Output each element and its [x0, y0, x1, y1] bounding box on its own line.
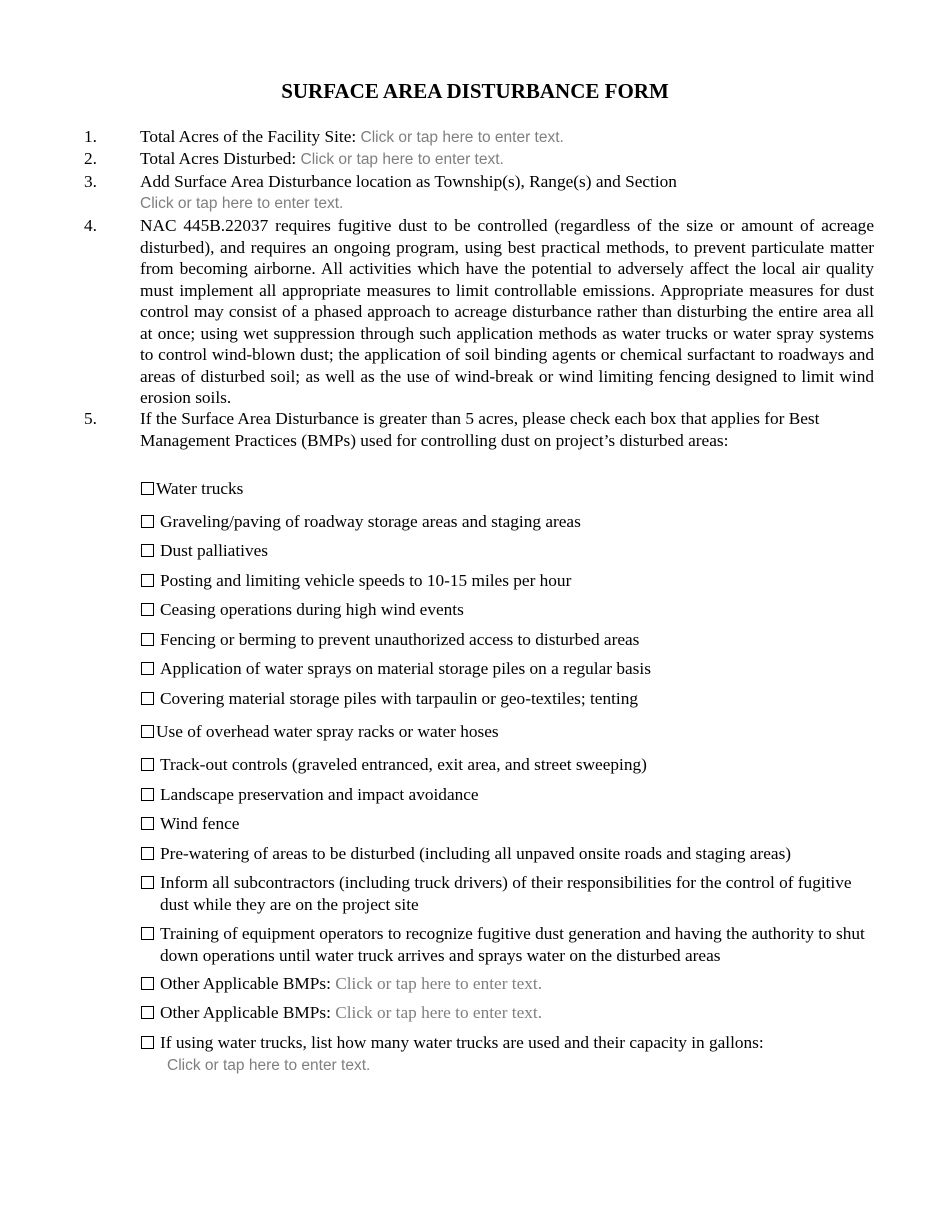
bmp-other-2: Other Applicable BMPs: Click or tap here to enter text.	[141, 1002, 871, 1024]
item-bmp-instructions	[84, 408, 874, 451]
water-truck-count-field[interactable]: Click or tap here to enter text.	[167, 1057, 371, 1074]
acres-disturbed-field[interactable]: Click or tap here to enter text.	[300, 151, 504, 168]
facility-acres-label: Total Acres of the Facility Site:	[140, 127, 361, 146]
bmp-ceasing-operations: Ceasing operations during high wind events	[141, 599, 871, 621]
bmp-pre-watering: Pre-watering of areas to be disturbed (including all unpaved onsite roads and staging areas)	[141, 843, 871, 865]
bmp-water-truck-count: If using water trucks, list how many water trucks are used and their capacity in gallons: Click or tap here to enter text.	[141, 1032, 871, 1077]
item-acres-disturbed	[84, 148, 874, 171]
checkbox[interactable]	[141, 977, 154, 990]
bmp-training-operators: Training of equipment operators to recognize fugitive dust generation and having the authority to shut down operations until water truck arrives and sprays water on the disturbed areas	[141, 923, 871, 967]
item-nac-requirement	[84, 215, 874, 409]
checkbox[interactable]	[141, 725, 154, 738]
item-number: 4.	[84, 216, 97, 235]
bmp-instructions-text: If the Surface Area Disturbance is greater than 5 acres, please check each box that applies for Best Management Practices (BMPs) used for controlling dust on project’s disturbed areas:	[140, 409, 820, 450]
checkbox[interactable]	[141, 847, 154, 860]
bmp-overhead-spray: Use of overhead water spray racks or water hoses	[141, 721, 871, 743]
item-number: 3.	[84, 172, 97, 191]
acres-disturbed-label: Total Acres Disturbed:	[140, 149, 301, 168]
bmp-graveling-paving: Graveling/paving of roadway storage areas and staging areas	[141, 511, 871, 533]
item-facility-acres	[84, 126, 874, 149]
bmp-landscape-preservation: Landscape preservation and impact avoidance	[141, 784, 871, 806]
checkbox[interactable]	[141, 1006, 154, 1019]
checkbox[interactable]	[141, 603, 154, 616]
bmp-track-out: Track-out controls (graveled entranced, exit area, and street sweeping)	[141, 754, 871, 776]
bmp-dust-palliatives: Dust palliatives	[141, 540, 871, 562]
checkbox[interactable]	[141, 515, 154, 528]
checkbox[interactable]	[141, 927, 154, 940]
location-field[interactable]: Click or tap here to enter text.	[140, 194, 344, 212]
other-bmp-2-field[interactable]: Click or tap here to enter text.	[335, 1003, 543, 1022]
checkbox[interactable]	[141, 692, 154, 705]
item-number: 5.	[84, 409, 97, 428]
checkbox[interactable]	[141, 788, 154, 801]
checkbox[interactable]	[141, 758, 154, 771]
checkbox[interactable]	[141, 817, 154, 830]
bmp-covering-piles: Covering material storage piles with tarpaulin or geo-textiles; tenting	[141, 688, 871, 710]
checkbox[interactable]	[141, 482, 154, 495]
bmp-wind-fence: Wind fence	[141, 813, 871, 835]
bmp-water-sprays-piles: Application of water sprays on material storage piles on a regular basis	[141, 658, 871, 680]
bmp-water-trucks: Water trucks	[141, 478, 871, 500]
nac-requirement-text: NAC 445B.22037 requires fugitive dust to be controlled (regardless of the size or amount of acreage disturbed), and requires an ongoing program, using best practical methods, to prevent particulate matter from becoming airborne. All activities which have the potential to adversely affect the local air quality must implement all appropriate measures to limit controllable emissions. Appropriate measures for dust control may consist of a phased approach to acreage disturbance rather than disturbing the entire area all at once; using wet suppression through such application methods as water trucks or water spray systems to control wind-blown dust; the application of soil binding agents or chemical surfactant to roadways and areas of disturbed soil; as well as the use of wind-break or wind limiting fencing designed to limit wind erosion soils.	[140, 216, 874, 407]
checkbox[interactable]	[141, 662, 154, 675]
checkbox[interactable]	[141, 1036, 154, 1049]
checkbox[interactable]	[141, 574, 154, 587]
page-title: SURFACE AREA DISTURBANCE FORM	[281, 79, 669, 103]
item-number: 1.	[84, 127, 97, 146]
item-number: 2.	[84, 149, 97, 168]
item-location	[84, 171, 874, 214]
location-label: Add Surface Area Disturbance location as Township(s), Range(s) and Section	[140, 172, 677, 191]
bmp-fencing-berming: Fencing or berming to prevent unauthorized access to disturbed areas	[141, 629, 871, 651]
other-bmp-1-field[interactable]: Click or tap here to enter text.	[335, 974, 543, 993]
checkbox[interactable]	[141, 544, 154, 557]
checkbox[interactable]	[141, 633, 154, 646]
checkbox[interactable]	[141, 876, 154, 889]
bmp-other-1: Other Applicable BMPs: Click or tap here to enter text.	[141, 973, 871, 995]
bmp-vehicle-speeds: Posting and limiting vehicle speeds to 10-15 miles per hour	[141, 570, 871, 592]
facility-acres-field[interactable]: Click or tap here to enter text.	[360, 129, 564, 146]
bmp-inform-subcontractors: Inform all subcontractors (including truck drivers) of their responsibilities for the control of fugitive dust while they are on the project site	[141, 872, 871, 916]
